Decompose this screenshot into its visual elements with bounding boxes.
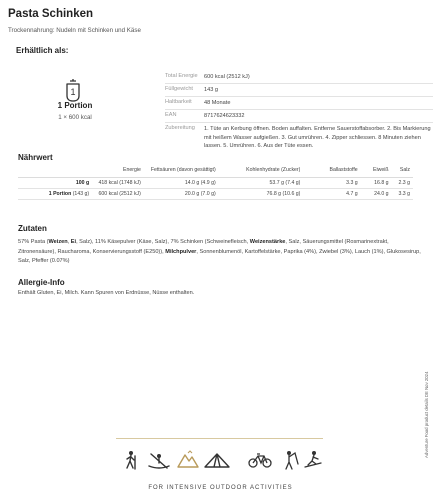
allergy-text: Enthält Gluten, Ei, Milch. Kann Spuren von Erdnüsse, Nüsse enthalten. bbox=[18, 290, 195, 296]
skier-icon bbox=[304, 450, 322, 470]
ingredients-part: 57% Pasta ( bbox=[18, 239, 49, 245]
nutrition-cell: 3.3 g bbox=[303, 178, 360, 189]
info-row-ean bbox=[165, 110, 433, 123]
nutrition-cell: 3.3 g bbox=[392, 189, 413, 200]
allergen-highlight: Weizenstärke bbox=[249, 239, 286, 245]
hiker-icon bbox=[123, 450, 139, 470]
info-key: EAN bbox=[165, 112, 177, 119]
info-row-preparation bbox=[165, 123, 433, 151]
info-value: 48 Monate bbox=[204, 100, 231, 107]
nutrition-cell: 14.0 g (4.9 g) bbox=[144, 178, 219, 189]
info-value: 143 g bbox=[204, 87, 218, 94]
allergy-heading: Allergie-Info bbox=[18, 278, 65, 287]
info-row-weight bbox=[165, 84, 433, 97]
nutrition-header: Fettsäuren (davon gesättigt) bbox=[144, 165, 219, 178]
package-icon bbox=[63, 78, 83, 102]
info-row-shelf-life bbox=[165, 97, 433, 110]
nutrition-table bbox=[18, 165, 413, 200]
info-key: Zubereitung bbox=[165, 125, 195, 132]
nutrition-header: Eiweiß bbox=[361, 165, 392, 178]
nutrition-row-label-unit: (143 g) bbox=[72, 191, 90, 197]
info-value: 1. Tüte an Kerbung öffnen. Boden auffalten. Entferne Sauerstoffabsorber. 2. Bis Markierung mit heißem Wasser aufgießen. 3. Gut umrühren. 4. Zipper schliessen. 8 Minuten ziehen lassen. 5. Umrühren. 6. Aus der Tüte essen. bbox=[204, 126, 431, 149]
ingredients-heading: Zutaten bbox=[18, 224, 47, 233]
nutrition-header: Ballaststoffe bbox=[303, 165, 360, 178]
nutrition-heading: Nährwert bbox=[18, 153, 53, 162]
allergen-highlight: Milchpulver bbox=[165, 248, 197, 255]
nutrition-row-label bbox=[18, 189, 92, 200]
nutrition-cell: 4.7 g bbox=[303, 189, 360, 200]
portion-label: 1 Portion bbox=[57, 101, 93, 110]
nutrition-row-label-text: 1 Portion bbox=[48, 191, 72, 197]
nutrition-header: Salz bbox=[392, 165, 413, 178]
package-icon-number: 1 bbox=[70, 87, 76, 97]
portion-kcal: 1 × 600 kcal bbox=[58, 114, 92, 121]
kayak-icon bbox=[147, 452, 171, 470]
bicycle-icon bbox=[248, 452, 272, 468]
mountain-icon bbox=[177, 450, 199, 468]
side-note: Adventure Food product details DE Nov 2024 bbox=[424, 371, 429, 458]
nutrition-cell: 24.0 g bbox=[361, 189, 392, 200]
nutrition-cell: 20.0 g (7.0 g) bbox=[144, 189, 219, 200]
ingredients-part: , Salz, Säuerungsmittel (Rosmarinextrakt, Zitronensäure), Raucharoma, Konservierungsstoff (E250)), bbox=[18, 239, 389, 255]
footer-divider bbox=[116, 438, 323, 439]
product-title: Pasta Schinken bbox=[8, 8, 94, 20]
nutrition-cell: 2.3 g bbox=[392, 178, 413, 189]
ingredients-part: , Salz), 11% Käsepulver (Käse, Salz), 7% Schinken (Schweinefleisch, bbox=[76, 239, 250, 245]
nutrition-row-portion bbox=[18, 189, 413, 200]
nutrition-header: Kohlenhydrate (Zucker) bbox=[219, 165, 304, 178]
ingredients-text bbox=[18, 238, 423, 267]
nutrition-cell: 600 kcal (2512 kJ) bbox=[92, 189, 144, 200]
nutrition-row-label: 100 g bbox=[18, 178, 92, 189]
footer-tagline: FOR INTENSIVE OUTDOOR ACTIVITIES bbox=[148, 485, 293, 491]
info-value: 8717624623332 bbox=[204, 113, 245, 120]
info-key: Total Energie bbox=[165, 73, 198, 79]
nutrition-header bbox=[18, 165, 92, 178]
allergen-highlight: Ei bbox=[70, 239, 77, 245]
nutrition-cell: 76.8 g (10.6 g) bbox=[219, 189, 304, 200]
fishing-icon bbox=[283, 450, 299, 470]
availability-heading: Erhältlich als: bbox=[16, 46, 69, 55]
info-key: Haltbarkeit bbox=[165, 99, 192, 106]
info-value: 600 kcal (2512 kJ) bbox=[204, 74, 250, 80]
nutrition-row-100g bbox=[18, 178, 413, 189]
product-info-table bbox=[165, 71, 433, 152]
nutrition-header-row bbox=[18, 165, 413, 178]
product-subtitle: Trockennahrung: Nudeln mit Schinken und Käse bbox=[8, 27, 141, 34]
ingredients-part: , bbox=[67, 239, 71, 245]
ingredients-part: , Sonnenblumenöl, Kartoffelstärke, Paprika (4%), Zwiebel (3%), Lauch (1%), Glukosesirup, Salz, Pfeffer (0.07%) bbox=[18, 248, 421, 264]
nutrition-cell: 418 kcal (1748 kJ) bbox=[92, 178, 144, 189]
nutrition-cell: 16.8 g bbox=[361, 178, 392, 189]
info-key: Füllgewicht bbox=[165, 86, 193, 93]
nutrition-cell: 53.7 g (7.4 g) bbox=[219, 178, 304, 189]
tent-icon bbox=[204, 452, 230, 468]
info-row-energy bbox=[165, 71, 433, 84]
nutrition-header: Energie bbox=[92, 165, 144, 178]
allergen-highlight: Weizen bbox=[48, 239, 68, 245]
